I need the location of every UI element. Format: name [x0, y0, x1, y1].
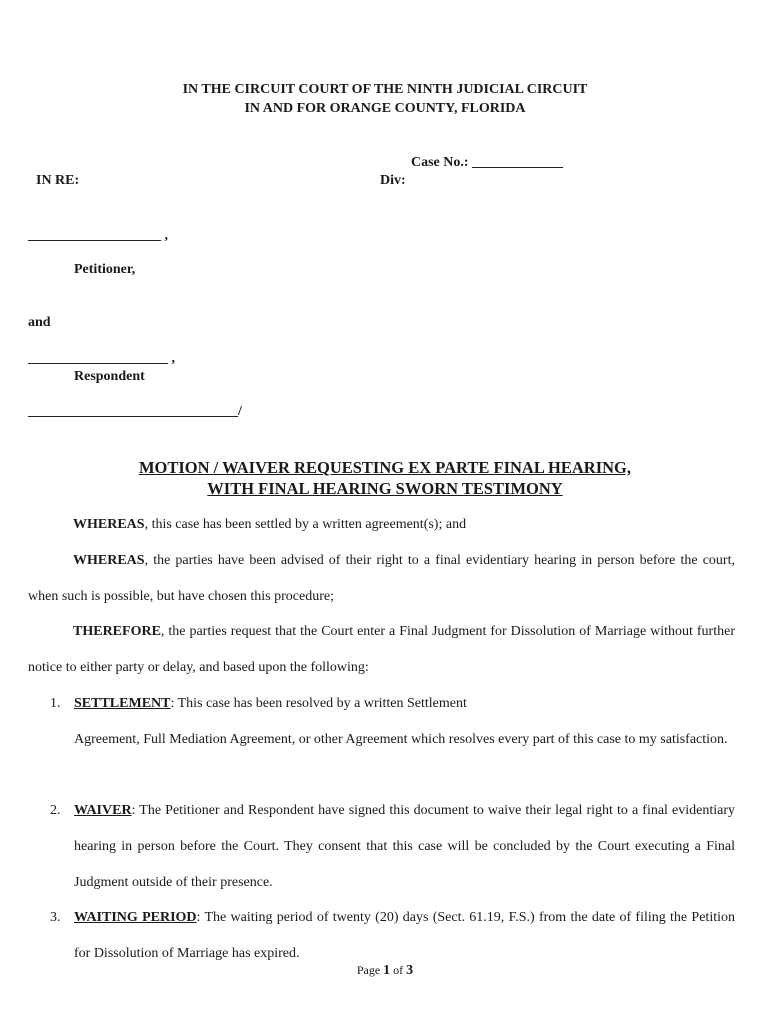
settlement-item — [74, 686, 735, 758]
in-re-label: IN RE: — [36, 173, 80, 188]
document-title-line2: WITH FINAL HEARING SWORN TESTIMONY — [207, 479, 563, 498]
recital-lead: WHEREAS — [73, 517, 145, 532]
respondent-label: Respondent — [74, 369, 145, 384]
waiting-period-item — [74, 900, 735, 972]
division-label: Div: — [380, 173, 406, 188]
recital-paragraph-3 — [28, 614, 735, 686]
waiver-heading: WAIVER — [74, 803, 132, 818]
recital-lead: THEREFORE — [73, 624, 161, 639]
caption-close-line: ______________________________/ — [28, 404, 242, 419]
settlement-text-start: : This case has been resolved by a written Settlement — [170, 696, 467, 711]
settlement-first-line — [74, 686, 735, 722]
page-number: 1 — [383, 963, 391, 978]
settlement-heading: SETTLEMENT — [74, 696, 171, 711]
petitioner-label: Petitioner, — [74, 262, 136, 277]
item-number: 2. — [50, 803, 61, 818]
recital-paragraph-2 — [28, 543, 735, 615]
recital-text: , the parties have been advised of their right to a final evidentiary hearing in person before the court, when such is possible, but have chosen this procedure; — [28, 553, 735, 604]
item-number: 1. — [50, 696, 61, 711]
page-footer — [0, 963, 770, 979]
waiver-item — [74, 793, 735, 901]
page-total: 3 — [406, 963, 414, 978]
respondent-name-line: ____________________ , — [28, 351, 175, 366]
case-number-label: Case No.: _____________ — [411, 155, 564, 170]
recital-lead: WHEREAS — [73, 553, 145, 568]
recital-paragraph-1 — [28, 507, 735, 543]
waiver-text: : The Petitioner and Respondent have signed this document to waive their legal right to a final evidentiary hearing in person before the Court. They consent that this case will be concluded by the Court executing a Final Judgment outside of their presence. — [74, 803, 735, 890]
court-header-line2: IN AND FOR ORANGE COUNTY, FLORIDA — [244, 101, 526, 116]
item-number: 3. — [50, 910, 61, 925]
waiting-period-heading: WAITING PERIOD — [74, 910, 197, 925]
page-word: Page — [356, 963, 381, 977]
of-word: of — [393, 963, 404, 977]
court-header-line1: IN THE CIRCUIT COURT OF THE NINTH JUDICIAL CIRCUIT — [182, 82, 588, 97]
settlement-text-rest: Agreement, Full Mediation Agreement, or other Agreement which resolves every part of this case to my satisfaction. — [74, 732, 728, 747]
petitioner-name-line: ___________________ , — [28, 228, 168, 243]
waiting-period-text: : The waiting period of twenty (20) days (Sect. 61.19, F.S.) from the date of filing the Petition for Dissolution of Marriage has expired. — [74, 910, 735, 961]
recital-text: , this case has been settled by a written agreement(s); and — [144, 517, 467, 532]
document-title-line1: MOTION / WAIVER REQUESTING EX PARTE FINAL HEARING, — [138, 458, 632, 477]
recital-text: , the parties request that the Court enter a Final Judgment for Dissolution of Marriage without further notice to either party or delay, and based upon the following: — [28, 624, 735, 675]
and-label: and — [28, 315, 51, 330]
